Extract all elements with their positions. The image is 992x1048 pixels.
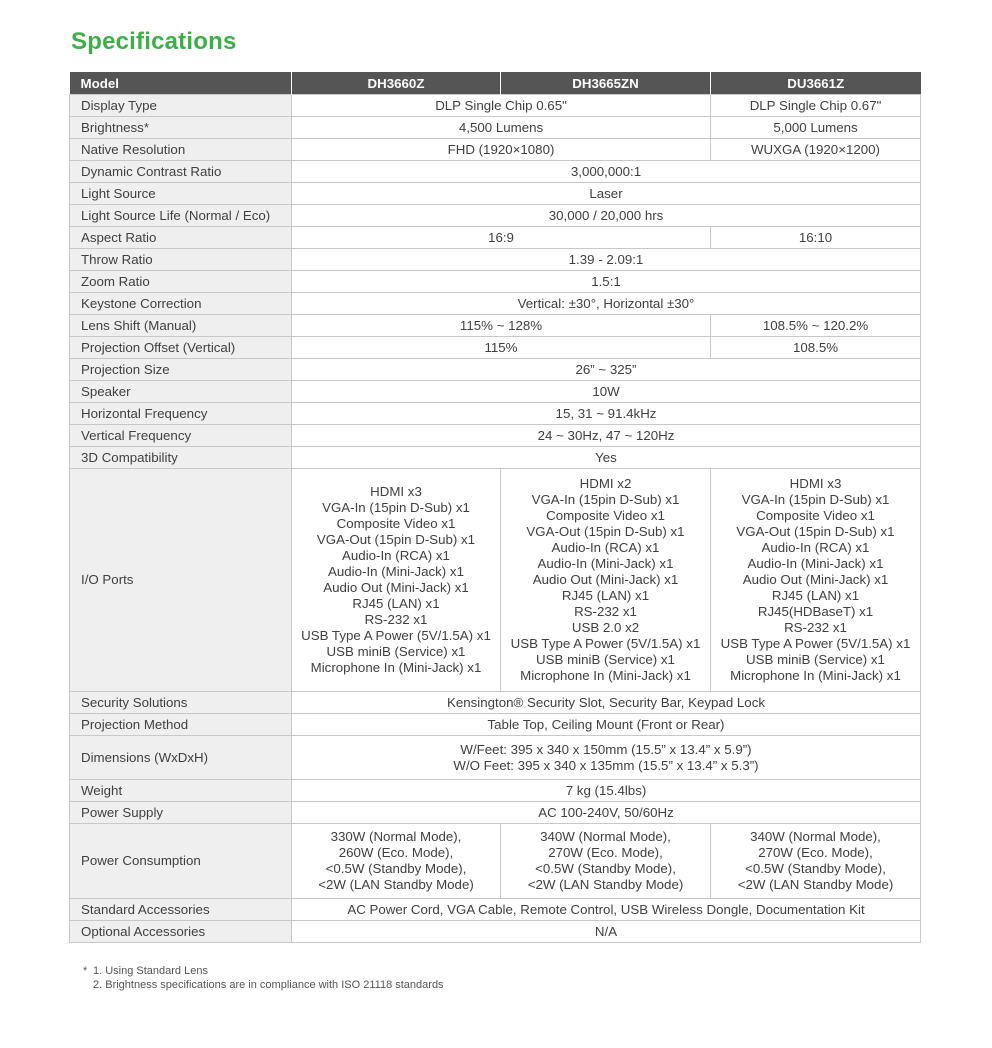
- row-label: Dimensions (WxDxH): [70, 736, 292, 780]
- table-row: [70, 271, 921, 293]
- spec-cell: 24 ~ 30Hz, 47 ~ 120Hz: [292, 425, 921, 447]
- spec-cell: 3,000,000:1: [292, 161, 921, 183]
- table-row: [70, 293, 921, 315]
- table-row: [70, 95, 921, 117]
- row-label: Vertical Frequency: [70, 425, 292, 447]
- row-label: 3D Compatibility: [70, 447, 292, 469]
- cell-line: Audio Out (Mini-Jack) x1: [742, 572, 889, 587]
- table-row: [70, 780, 921, 802]
- row-label: Lens Shift (Manual): [70, 315, 292, 337]
- cell-line: Audio-In (Mini-Jack) x1: [537, 556, 674, 571]
- table-row: [70, 337, 921, 359]
- cell-line: VGA-In (15pin D-Sub) x1: [322, 500, 470, 515]
- cell-line: Audio Out (Mini-Jack) x1: [323, 580, 469, 595]
- spec-cell: N/A: [292, 921, 921, 943]
- cell-line: <0.5W (Standby Mode),: [535, 861, 676, 876]
- row-label: Projection Method: [70, 714, 292, 736]
- table-row: [70, 117, 921, 139]
- spec-cell: Kensington® Security Slot, Security Bar, Keypad Lock: [292, 692, 921, 714]
- footnote-line-2: [83, 978, 444, 992]
- row-label: Power Supply: [70, 802, 292, 824]
- cell-line: Composite Video x1: [756, 508, 875, 523]
- cell-line: VGA-In (15pin D-Sub) x1: [531, 492, 680, 507]
- cell-line: RS-232 x1: [364, 612, 428, 627]
- row-label: Throw Ratio: [70, 249, 292, 271]
- spec-cell: AC 100-240V, 50/60Hz: [292, 802, 921, 824]
- cell-line: <2W (LAN Standby Mode): [527, 877, 684, 892]
- cell-line: Audio-In (RCA) x1: [761, 540, 870, 555]
- cell-line: Audio-In (RCA) x1: [342, 548, 450, 563]
- spec-cell: 4,500 Lumens: [292, 117, 711, 139]
- row-label: Dynamic Contrast Ratio: [70, 161, 292, 183]
- row-label: Display Type: [70, 95, 292, 117]
- spec-cell: 115%: [292, 337, 711, 359]
- cell-line: USB miniB (Service) x1: [326, 644, 466, 659]
- spec-cell: Vertical: ±30°, Horizontal ±30°: [292, 293, 921, 315]
- spec-cell: FHD (1920×1080): [292, 139, 711, 161]
- cell-line: <0.5W (Standby Mode),: [325, 861, 467, 876]
- row-label: Speaker: [70, 381, 292, 403]
- cell-line: HDMI x3: [370, 484, 422, 499]
- table-row: [70, 183, 921, 205]
- spec-cell: [292, 736, 921, 780]
- table-row: [70, 736, 921, 780]
- cell-line: 330W (Normal Mode),: [330, 829, 462, 844]
- cell-line: Microphone In (Mini-Jack) x1: [520, 668, 691, 683]
- table-row: [70, 469, 921, 692]
- cell-line: W/Feet: 395 x 340 x 150mm (15.5” x 13.4” x 5.9”): [460, 741, 752, 757]
- table-row: [70, 403, 921, 425]
- table-header-row: [70, 72, 921, 95]
- cell-line: VGA-Out (15pin D-Sub) x1: [316, 532, 476, 547]
- spec-cell: [292, 469, 501, 692]
- cell-line: USB Type A Power (5V/1.5A) x1: [301, 628, 491, 643]
- footnote-text-2: 2. Brightness specifications are in compliance with ISO 21118 standards: [93, 979, 444, 991]
- table-row: [70, 249, 921, 271]
- cell-line: Composite Video x1: [546, 508, 665, 523]
- header-dh3660z: DH3660Z: [292, 72, 501, 95]
- cell-line: RJ45(HDBaseT) x1: [757, 604, 874, 619]
- table-row: [70, 425, 921, 447]
- spec-cell: [711, 469, 921, 692]
- cell-line: RS-232 x1: [784, 620, 847, 635]
- cell-line: W/O Feet: 395 x 340 x 135mm (15.5” x 13.4” x 5.3”): [453, 757, 759, 773]
- row-label: Keystone Correction: [70, 293, 292, 315]
- cell-line: USB 2.0 x2: [571, 620, 640, 635]
- spec-cell: 108.5%: [711, 337, 921, 359]
- row-label: Projection Offset (Vertical): [70, 337, 292, 359]
- cell-line: Microphone In (Mini-Jack) x1: [730, 668, 901, 683]
- table-body: [70, 95, 921, 943]
- cell-line: 340W (Normal Mode),: [750, 829, 881, 844]
- cell-line: <2W (LAN Standby Mode): [318, 877, 474, 892]
- spec-cell: 1.5:1: [292, 271, 921, 293]
- specifications-table: [69, 72, 921, 943]
- table-row: [70, 315, 921, 337]
- spec-cell: 16:9: [292, 227, 711, 249]
- table-row: [70, 692, 921, 714]
- cell-line: 340W (Normal Mode),: [540, 829, 671, 844]
- cell-line: USB Type A Power (5V/1.5A) x1: [510, 636, 701, 651]
- spec-cell: WUXGA (1920×1200): [711, 139, 921, 161]
- row-label: Power Consumption: [70, 824, 292, 899]
- row-label: I/O Ports: [70, 469, 292, 692]
- row-label: Native Resolution: [70, 139, 292, 161]
- spec-cell: 5,000 Lumens: [711, 117, 921, 139]
- table-row: [70, 227, 921, 249]
- row-label: Light Source Life (Normal / Eco): [70, 205, 292, 227]
- spec-cell: Laser: [292, 183, 921, 205]
- table-row: [70, 899, 921, 921]
- cell-line: HDMI x2: [579, 476, 632, 491]
- cell-line: <2W (LAN Standby Mode): [737, 877, 894, 892]
- spec-cell: 15, 31 ~ 91.4kHz: [292, 403, 921, 425]
- cell-line: VGA-Out (15pin D-Sub) x1: [526, 524, 685, 539]
- spec-cell: 115% ~ 128%: [292, 315, 711, 337]
- table-row: [70, 802, 921, 824]
- page-title: Specifications: [71, 28, 237, 55]
- spec-cell: DLP Single Chip 0.65": [292, 95, 711, 117]
- cell-line: Microphone In (Mini-Jack) x1: [310, 660, 482, 675]
- row-label: Zoom Ratio: [70, 271, 292, 293]
- spec-cell: 26” ~ 325”: [292, 359, 921, 381]
- cell-line: 270W (Eco. Mode),: [548, 845, 663, 860]
- cell-line: Audio-In (Mini-Jack) x1: [328, 564, 464, 579]
- row-label: Optional Accessories: [70, 921, 292, 943]
- row-label: Brightness*: [70, 117, 292, 139]
- cell-line: RJ45 (LAN) x1: [561, 588, 650, 603]
- cell-line: Composite Video x1: [336, 516, 456, 531]
- table-row: [70, 139, 921, 161]
- spec-cell: 7 kg (15.4lbs): [292, 780, 921, 802]
- cell-line: 260W (Eco. Mode),: [338, 845, 454, 860]
- header-dh3665zn: DH3665ZN: [501, 72, 711, 95]
- cell-line: USB miniB (Service) x1: [746, 652, 885, 667]
- row-label: Light Source: [70, 183, 292, 205]
- cell-line: USB Type A Power (5V/1.5A) x1: [720, 636, 911, 651]
- spec-cell: DLP Single Chip 0.67": [711, 95, 921, 117]
- cell-line: RJ45 (LAN) x1: [352, 596, 440, 611]
- spec-cell: [292, 824, 501, 899]
- table-row: [70, 714, 921, 736]
- spec-cell: [501, 469, 711, 692]
- spec-cell: [501, 824, 711, 899]
- cell-line: 270W (Eco. Mode),: [758, 845, 873, 860]
- row-label: Projection Size: [70, 359, 292, 381]
- spec-cell: 1.39 - 2.09:1: [292, 249, 921, 271]
- cell-line: VGA-In (15pin D-Sub) x1: [741, 492, 890, 507]
- spec-cell: [711, 824, 921, 899]
- table-row: [70, 381, 921, 403]
- spec-cell: 30,000 / 20,000 hrs: [292, 205, 921, 227]
- cell-line: Audio-In (RCA) x1: [551, 540, 660, 555]
- header-model: Model: [70, 72, 292, 95]
- spec-cell: 10W: [292, 381, 921, 403]
- footnote-line-1: [83, 964, 444, 978]
- table-row: [70, 824, 921, 899]
- spec-cell: Table Top, Ceiling Mount (Front or Rear): [292, 714, 921, 736]
- footnote-text-1: 1. Using Standard Lens: [93, 965, 208, 977]
- row-label: Aspect Ratio: [70, 227, 292, 249]
- cell-line: VGA-Out (15pin D-Sub) x1: [736, 524, 895, 539]
- spec-cell: 108.5% ~ 120.2%: [711, 315, 921, 337]
- footnote: [83, 964, 444, 992]
- table-row: [70, 161, 921, 183]
- cell-line: RJ45 (LAN) x1: [771, 588, 860, 603]
- cell-line: HDMI x3: [789, 476, 842, 491]
- cell-line: <0.5W (Standby Mode),: [745, 861, 886, 876]
- cell-line: Audio Out (Mini-Jack) x1: [532, 572, 679, 587]
- table-row: [70, 921, 921, 943]
- footnote-marker: *: [83, 965, 88, 977]
- spec-cell: 16:10: [711, 227, 921, 249]
- row-label: Horizontal Frequency: [70, 403, 292, 425]
- cell-line: RS-232 x1: [574, 604, 637, 619]
- table-row: [70, 447, 921, 469]
- row-label: Security Solutions: [70, 692, 292, 714]
- row-label: Standard Accessories: [70, 899, 292, 921]
- row-label: Weight: [70, 780, 292, 802]
- cell-line: USB miniB (Service) x1: [536, 652, 675, 667]
- table-row: [70, 205, 921, 227]
- header-du3661z: DU3661Z: [711, 72, 921, 95]
- spec-cell: Yes: [292, 447, 921, 469]
- cell-line: Audio-In (Mini-Jack) x1: [747, 556, 884, 571]
- spec-cell: AC Power Cord, VGA Cable, Remote Control, USB Wireless Dongle, Documentation Kit: [292, 899, 921, 921]
- table-row: [70, 359, 921, 381]
